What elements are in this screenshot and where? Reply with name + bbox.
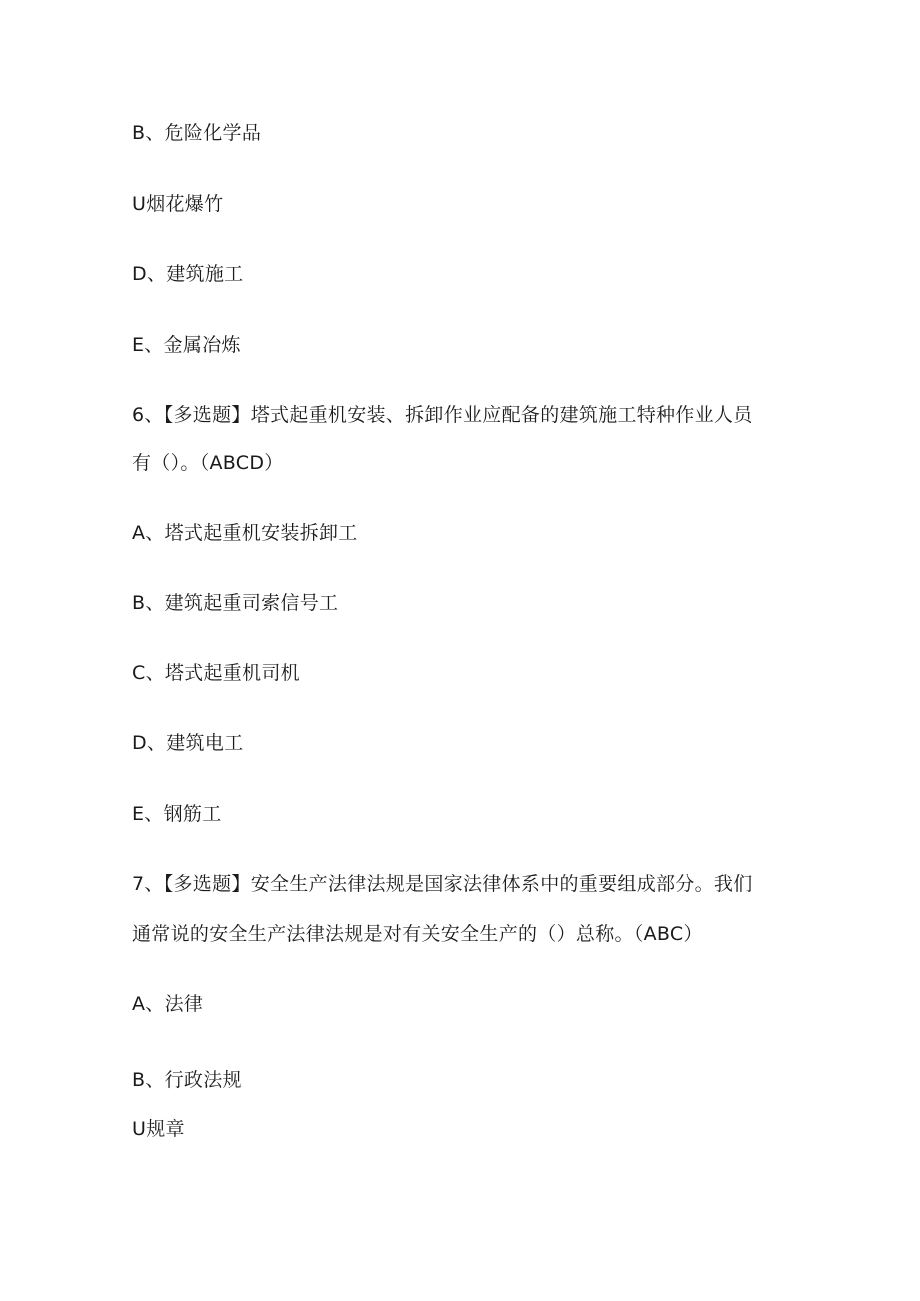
q7-stem-line2: 通常说的安全生产法律法规是对有关安全生产的（）总称。（ABC） — [132, 923, 703, 945]
q6-option-a: A、塔式起重机安装拆卸工 — [132, 522, 358, 544]
q6-option-b: B、建筑起重司索信号工 — [132, 592, 339, 614]
q5-option-d: D、建筑施工 — [132, 263, 244, 285]
q7-option-a: A、法律 — [132, 993, 204, 1015]
q6-stem-line2: 有（）。（ABCD） — [132, 452, 284, 474]
q7-option-b: B、行政法规 — [132, 1069, 242, 1091]
q7-option-c: U规章 — [132, 1118, 185, 1140]
q5-option-e: E、金属冶炼 — [132, 334, 241, 356]
q6-option-e: E、钢筋工 — [132, 803, 222, 825]
q5-option-b: B、危险化学品 — [132, 122, 262, 144]
q6-option-d: D、建筑电工 — [132, 732, 244, 754]
q7-stem-line1: 7、【多选题】安全生产法律法规是国家法律体系中的重要组成部分。我们 — [132, 873, 753, 895]
q6-option-c: C、塔式起重机司机 — [132, 662, 300, 684]
q6-stem-line1: 6、【多选题】塔式起重机安装、拆卸作业应配备的建筑施工特种作业人员 — [132, 404, 753, 426]
q5-option-c: U烟花爆竹 — [132, 193, 224, 215]
